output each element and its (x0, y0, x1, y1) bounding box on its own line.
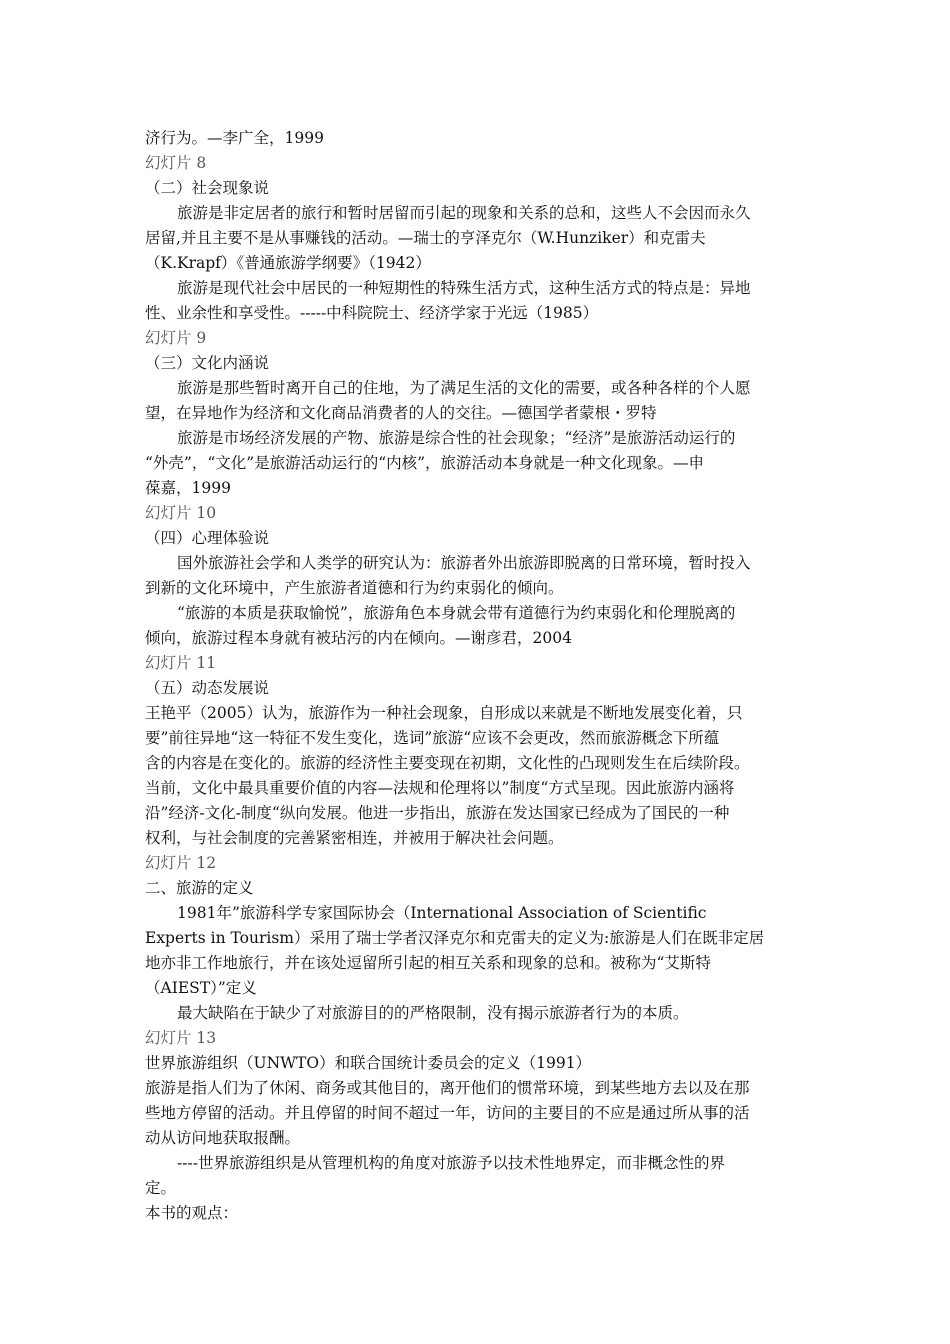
section-heading: （三）文化内涵说 (145, 354, 270, 372)
section-heading: （四）心理体验说 (145, 529, 270, 547)
paragraph-line: 葆嘉，1999 (145, 479, 231, 497)
paragraph-line: 定。 (145, 1179, 177, 1197)
slide-label: 幻灯片 12 (145, 854, 217, 872)
document-body (145, 126, 810, 1226)
paragraph-line: 旅游是那些暂时离开自己的住地，为了满足生活的文化的需要，或各种各样的个人愿 (177, 379, 751, 397)
paragraph-line: 到新的文化环境中，产生旅游者道德和行为约束弱化的倾向。 (145, 579, 564, 597)
paragraph-line: 最大缺陷在于缺少了对旅游目的的严格限制，没有揭示旅游者行为的本质。 (177, 1004, 689, 1022)
slide-label: 幻灯片 11 (145, 654, 217, 672)
paragraph-line: 些地方停留的活动。并且停留的时间不超过一年，访问的主要目的不应是通过所从事的活 (145, 1104, 750, 1122)
paragraph-line: 居留,并且主要不是从事赚钱的活动。—瑞士的亨泽克尔（W.Hunziker）和克雷夫 (145, 229, 706, 247)
paragraph-line: 旅游是非定居者的旅行和暂时居留而引起的现象和关系的总和，这些人不会因而永久 (177, 204, 751, 222)
paragraph-line: 沿”经济-文化-制度“纵向发展。他进一步指出，旅游在发达国家已经成为了国民的一种 (145, 804, 730, 822)
slide-label: 幻灯片 10 (145, 504, 217, 522)
section-heading: （五）动态发展说 (145, 679, 270, 697)
section-heading: （二）社会现象说 (145, 179, 270, 197)
paragraph-line: 含的内容是在变化的。旅游的经济性主要变现在初期，文化性的凸现则发生在后续阶段。 (145, 754, 750, 772)
section-heading: 本书的观点： (145, 1204, 239, 1222)
paragraph-line: 旅游是指人们为了休闲、商务或其他目的，离开他们的惯常环境，到某些地方去以及在那 (145, 1079, 750, 1097)
text-line: 济行为。—李广全，1999 (145, 129, 324, 147)
paragraph-line: 旅游是市场经济发展的产物、旅游是综合性的社会现象；“经济”是旅游活动运行的 (177, 429, 736, 447)
paragraph-line: “外壳”，“文化”是旅游活动运行的“内核”，旅游活动本身就是一种文化现象。—申 (145, 454, 705, 472)
paragraph-line: 旅游是现代社会中居民的一种短期性的特殊生活方式，这种生活方式的特点是：异地 (177, 279, 751, 297)
paragraph-line: 性、业余性和享受性。-----中科院院士、经济学家于光远（1985） (145, 304, 599, 322)
paragraph-line: 1981年”旅游科学专家国际协会（International Association of Scientific (177, 904, 707, 922)
paragraph-line: “旅游的本质是获取愉悦”，旅游角色本身就会带有道德行为约束弱化和伦理脱离的 (177, 604, 736, 622)
paragraph-line: 王艳平（2005）认为，旅游作为一种社会现象，自形成以来就是不断地发展变化着，只 (145, 704, 743, 722)
section-heading: 二、旅游的定义 (145, 879, 254, 897)
paragraph-line: 倾向，旅游过程本身就有被玷污的内在倾向。—谢彦君，2004 (145, 629, 572, 647)
paragraph-line: 地亦非工作地旅行，并在该处逗留所引起的相互关系和现象的总和。被称为“艾斯特 (145, 954, 711, 972)
paragraph-line: Experts in Tourism）采用了瑞士学者汉泽克尔和克雷夫的定义为:旅游是人们在既非定居 (145, 929, 765, 947)
paragraph-line: 动从访问地获取报酬。 (145, 1129, 301, 1147)
paragraph-line: 要”前往异地“这一特征不发生变化，选词”旅游“应该不会更改，然而旅游概念下所蕴 (145, 729, 720, 747)
paragraph-line: 当前，文化中最具重要价值的内容—法规和伦理将以”制度“方式呈现。因此旅游内涵将 (145, 779, 735, 797)
paragraph-line: 望，在异地作为经济和文化商品消费者的人的交往。—德国学者蒙根・罗特 (145, 404, 657, 422)
slide-label: 幻灯片 8 (145, 154, 207, 172)
slide-label: 幻灯片 13 (145, 1029, 217, 1047)
paragraph-line: （AIEST）”定义 (145, 979, 257, 997)
paragraph-line: （K.Krapf）《普通旅游学纲要》（1942） (145, 254, 431, 272)
paragraph-line: 权利，与社会制度的完善紧密相连，并被用于解决社会问题。 (145, 829, 564, 847)
slide-label: 幻灯片 9 (145, 329, 207, 347)
paragraph-line: ----世界旅游组织是从管理机构的角度对旅游予以技术性地界定，而非概念性的界 (177, 1154, 725, 1172)
section-heading: 世界旅游组织（UNWTO）和联合国统计委员会的定义（1991） (145, 1054, 592, 1072)
paragraph-line: 国外旅游社会学和人类学的研究认为：旅游者外出旅游即脱离的日常环境，暂时投入 (177, 554, 751, 572)
